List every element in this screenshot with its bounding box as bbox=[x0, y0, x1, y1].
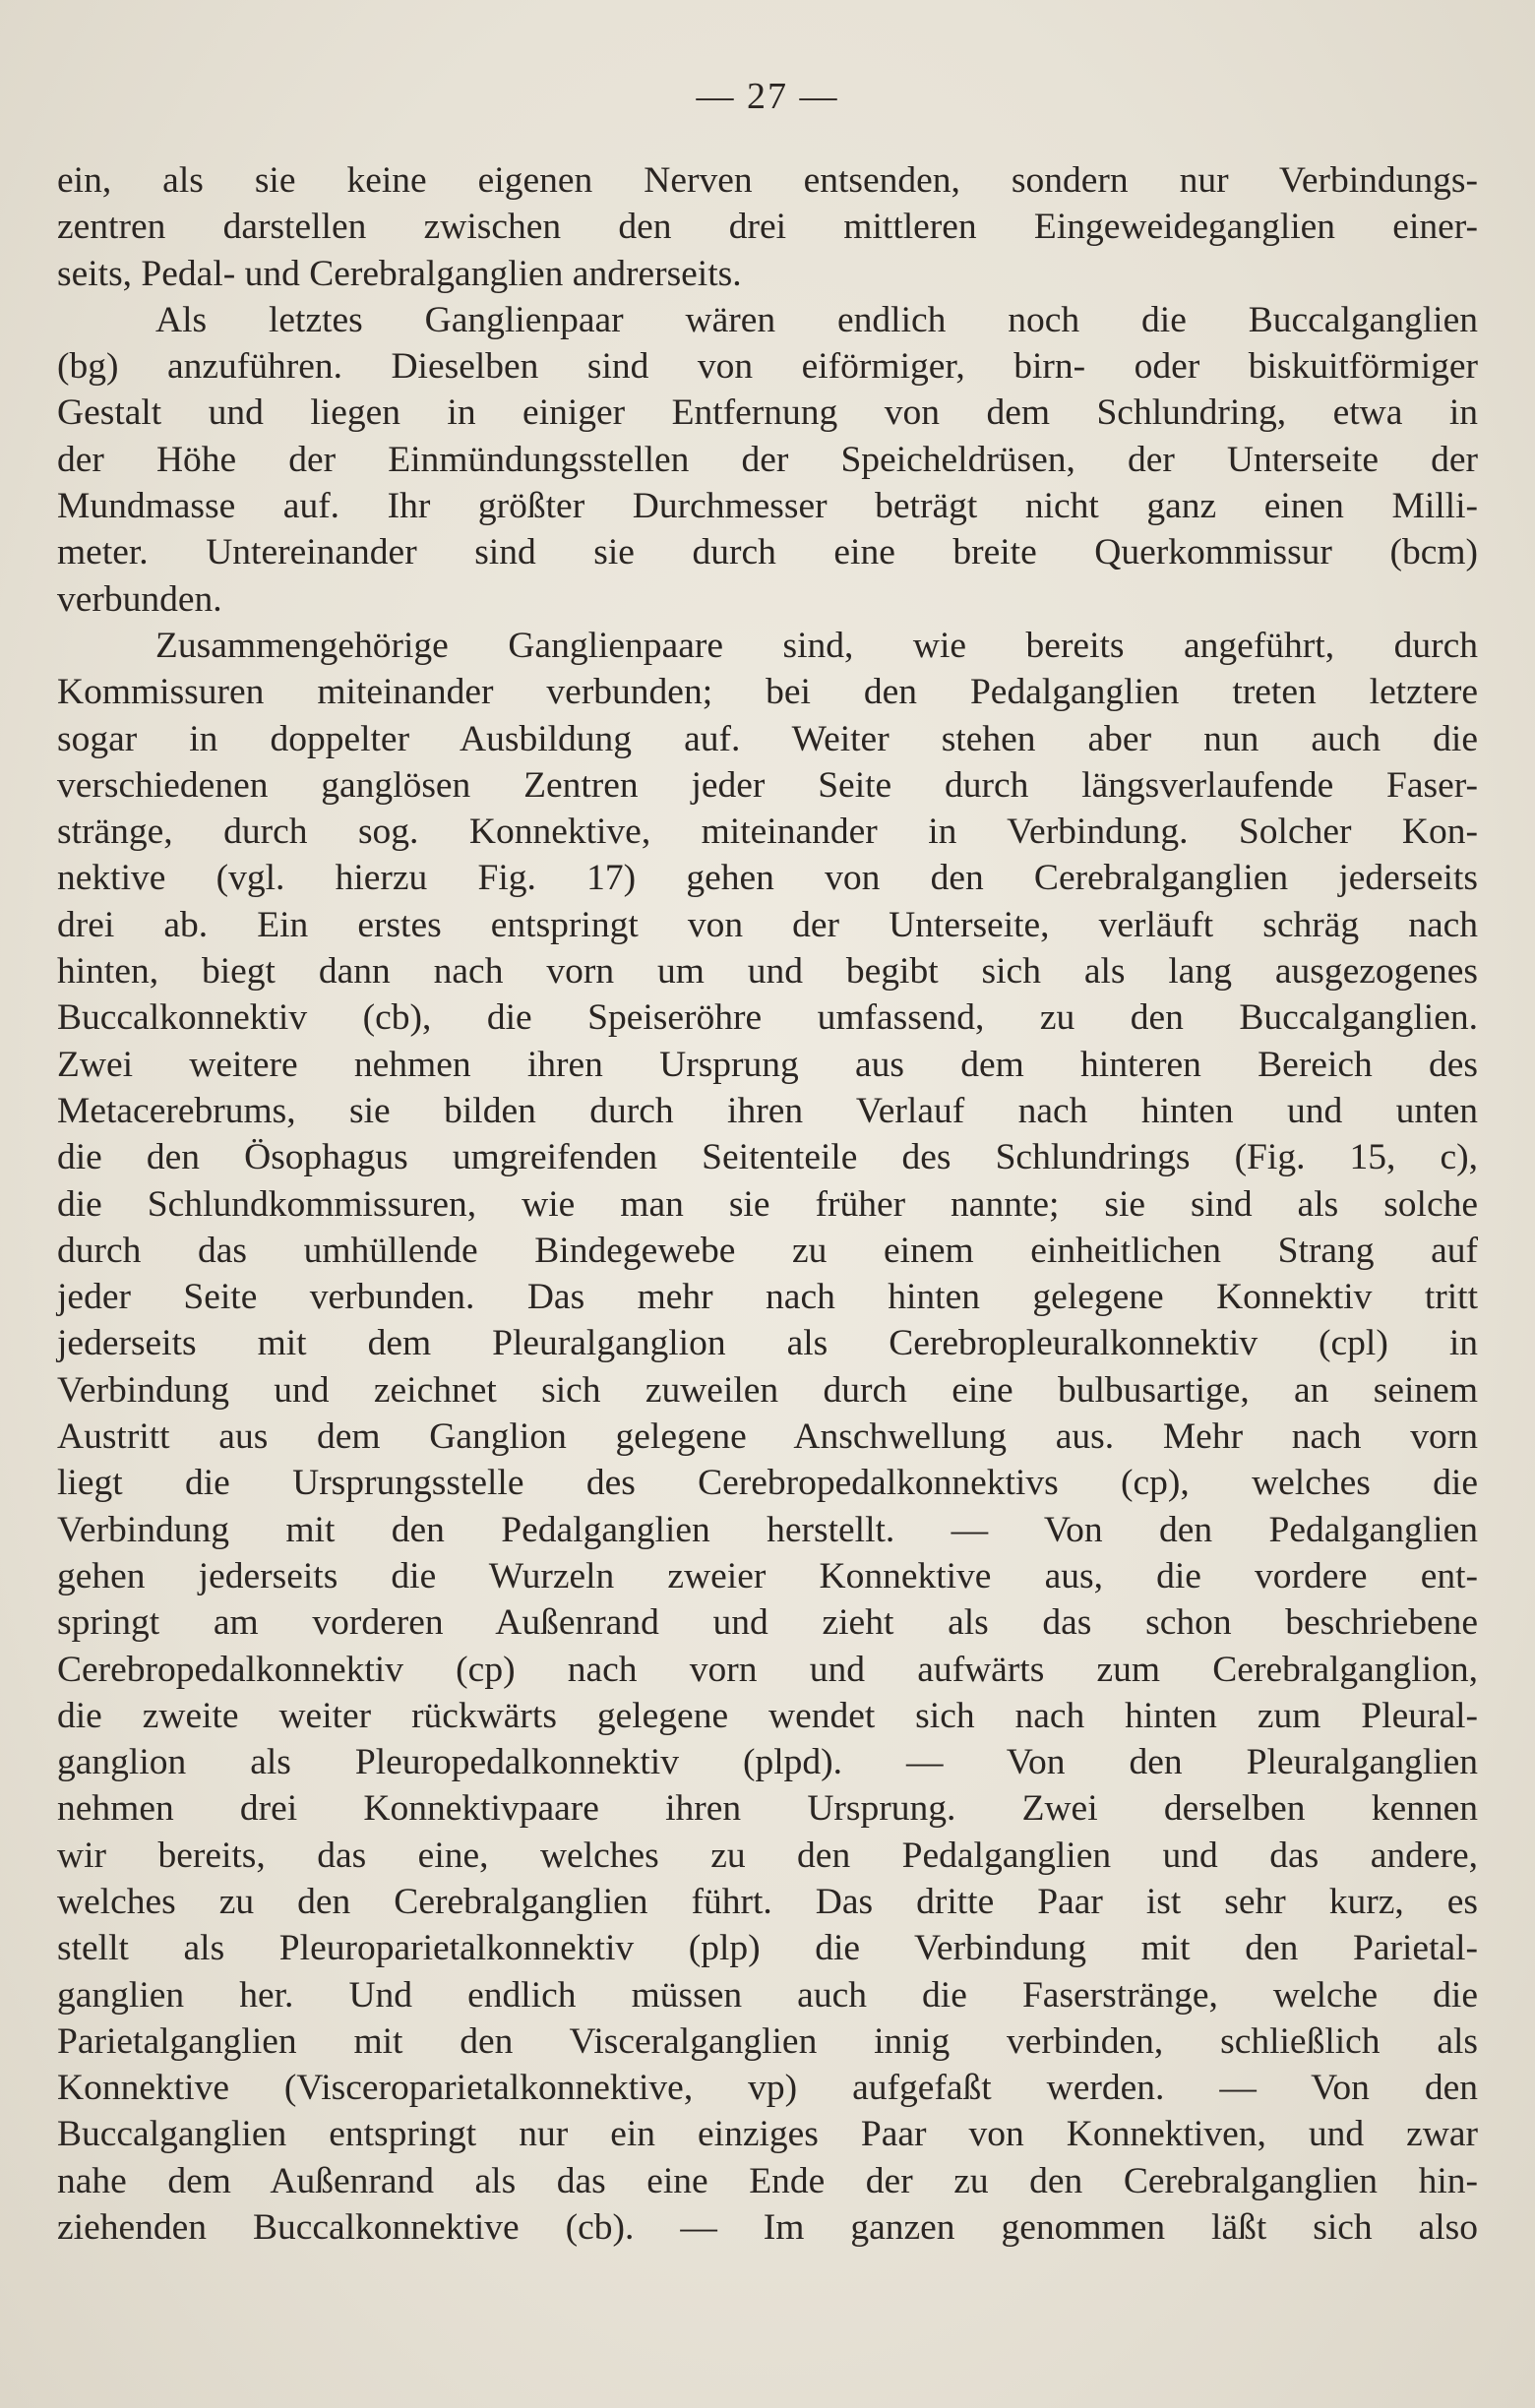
text-line: wir bereits, das eine, welches zu den Pedalganglien und das andere, bbox=[57, 1835, 1478, 1876]
text-line: zentren darstellen zwischen den drei mittleren Eingeweideganglien einer- bbox=[57, 207, 1478, 248]
text-line: stellt als Pleuroparietalkonnektiv (plp) die Verbindung mit den Parietal- bbox=[57, 1928, 1478, 1969]
text-line: Verbindung und zeichnet sich zuweilen durch eine bulbusartige, an seinem bbox=[57, 1369, 1478, 1411]
text-line: die den Ösophagus umgreifenden Seitenteile des Schlundrings (Fig. 15, c), bbox=[57, 1137, 1478, 1178]
text-line: Zwei weitere nehmen ihren Ursprung aus dem hinteren Bereich des bbox=[57, 1044, 1478, 1085]
text-line: durch das umhüllende Bindegewebe zu einem einheitlichen Strang auf bbox=[57, 1230, 1478, 1271]
page-number: — 27 — bbox=[696, 76, 839, 117]
text-line: Buccalganglien entspringt nur ein einziges Paar von Konnektiven, und zwar bbox=[57, 2114, 1478, 2155]
text-line: liegt die Ursprungsstelle des Cerebropedalkonnektivs (cp), welches die bbox=[57, 1463, 1478, 1504]
text-line: jederseits mit dem Pleuralganglion als Cerebropleuralkonnektiv (cpl) in bbox=[57, 1323, 1478, 1364]
text-line: Buccalkonnektiv (cb), die Speiseröhre umfassend, zu den Buccalganglien. bbox=[57, 997, 1478, 1039]
text-line: nehmen drei Konnektivpaare ihren Ursprung. Zwei derselben kennen bbox=[57, 1788, 1478, 1830]
text-line: springt am vorderen Außenrand und zieht als das schon beschriebene bbox=[57, 1602, 1478, 1644]
text-line: Cerebropedalkonnektiv (cp) nach vorn und aufwärts zum Cerebralganglion, bbox=[57, 1649, 1478, 1690]
text-line: ziehenden Buccalkonnektive (cb). — Im ganzen genommen läßt sich also bbox=[57, 2207, 1478, 2249]
text-line: Parietalganglien mit den Visceralganglien innig verbinden, schließlich als bbox=[57, 2020, 1478, 2062]
text-line: stränge, durch sog. Konnektive, miteinander in Verbindung. Solcher Kon- bbox=[57, 812, 1478, 853]
text-line: jeder Seite verbunden. Das mehr nach hinten gelegene Konnektiv tritt bbox=[57, 1277, 1478, 1318]
text-line: Verbindung mit den Pedalganglien herstellt. — Von den Pedalganglien bbox=[57, 1509, 1478, 1550]
text-line: (bg) anzuführen. Dieselben sind von eiförmiger, birn- oder biskuitförmiger bbox=[57, 346, 1478, 388]
body-text bbox=[57, 157, 1478, 2251]
text-line: ganglien her. Und endlich müssen auch die Faserstränge, welche die bbox=[57, 1974, 1478, 2016]
text-line: hinten, biegt dann nach vorn um und begibt sich als lang ausgezogenes bbox=[57, 951, 1478, 993]
text-line: Mundmasse auf. Ihr größter Durchmesser beträgt nicht ganz einen Milli- bbox=[57, 486, 1478, 527]
text-line: Zusammengehörige Ganglienpaare sind, wie bereits angeführt, durch bbox=[155, 625, 1478, 666]
text-line: ganglion als Pleuropedalkonnektiv (plpd). — Von den Pleuralganglien bbox=[57, 1742, 1478, 1783]
text-line: drei ab. Ein erstes entspringt von der Unterseite, verläuft schräg nach bbox=[57, 904, 1478, 945]
text-line: seits, Pedal- und Cerebralganglien andrerseits. bbox=[57, 253, 742, 294]
text-line: welches zu den Cerebralganglien führt. Das dritte Paar ist sehr kurz, es bbox=[57, 1881, 1478, 1922]
text-line: verschiedenen ganglösen Zentren jeder Seite durch längsverlaufende Faser- bbox=[57, 764, 1478, 806]
text-line: der Höhe der Einmündungsstellen der Speicheldrüsen, der Unterseite der bbox=[57, 439, 1478, 480]
text-line: Als letztes Ganglienpaar wären endlich noch die Buccalganglien bbox=[155, 299, 1478, 340]
text-line: Gestalt und liegen in einiger Entfernung von dem Schlundring, etwa in bbox=[57, 392, 1478, 434]
text-line: meter. Untereinander sind sie durch eine breite Querkommissur (bcm) bbox=[57, 532, 1478, 573]
text-line: Konnektive (Visceroparietalkonnektive, vp) aufgefaßt werden. — Von den bbox=[57, 2068, 1478, 2109]
text-line: nahe dem Außenrand als das eine Ende der zu den Cerebralganglien hin- bbox=[57, 2160, 1478, 2201]
text-line: Kommissuren miteinander verbunden; bei den Pedalganglien treten letztere bbox=[57, 672, 1478, 713]
text-line: sogar in doppelter Ausbildung auf. Weiter stehen aber nun auch die bbox=[57, 718, 1478, 759]
text-line: nektive (vgl. hierzu Fig. 17) gehen von den Cerebralganglien jederseits bbox=[57, 858, 1478, 899]
text-line: Austritt aus dem Ganglion gelegene Anschwellung aus. Mehr nach vorn bbox=[57, 1416, 1478, 1458]
text-line: gehen jederseits die Wurzeln zweier Konnektive aus, die vordere ent- bbox=[57, 1555, 1478, 1596]
text-line: Metacerebrums, sie bilden durch ihren Verlauf nach hinten und unten bbox=[57, 1090, 1478, 1131]
text-line: die zweite weiter rückwärts gelegene wendet sich nach hinten zum Pleural- bbox=[57, 1695, 1478, 1736]
text-line: die Schlundkommissuren, wie man sie früher nannte; sie sind als solche bbox=[57, 1183, 1478, 1225]
text-line: ein, als sie keine eigenen Nerven entsenden, sondern nur Verbindungs- bbox=[57, 160, 1478, 201]
text-line: verbunden. bbox=[57, 578, 222, 620]
